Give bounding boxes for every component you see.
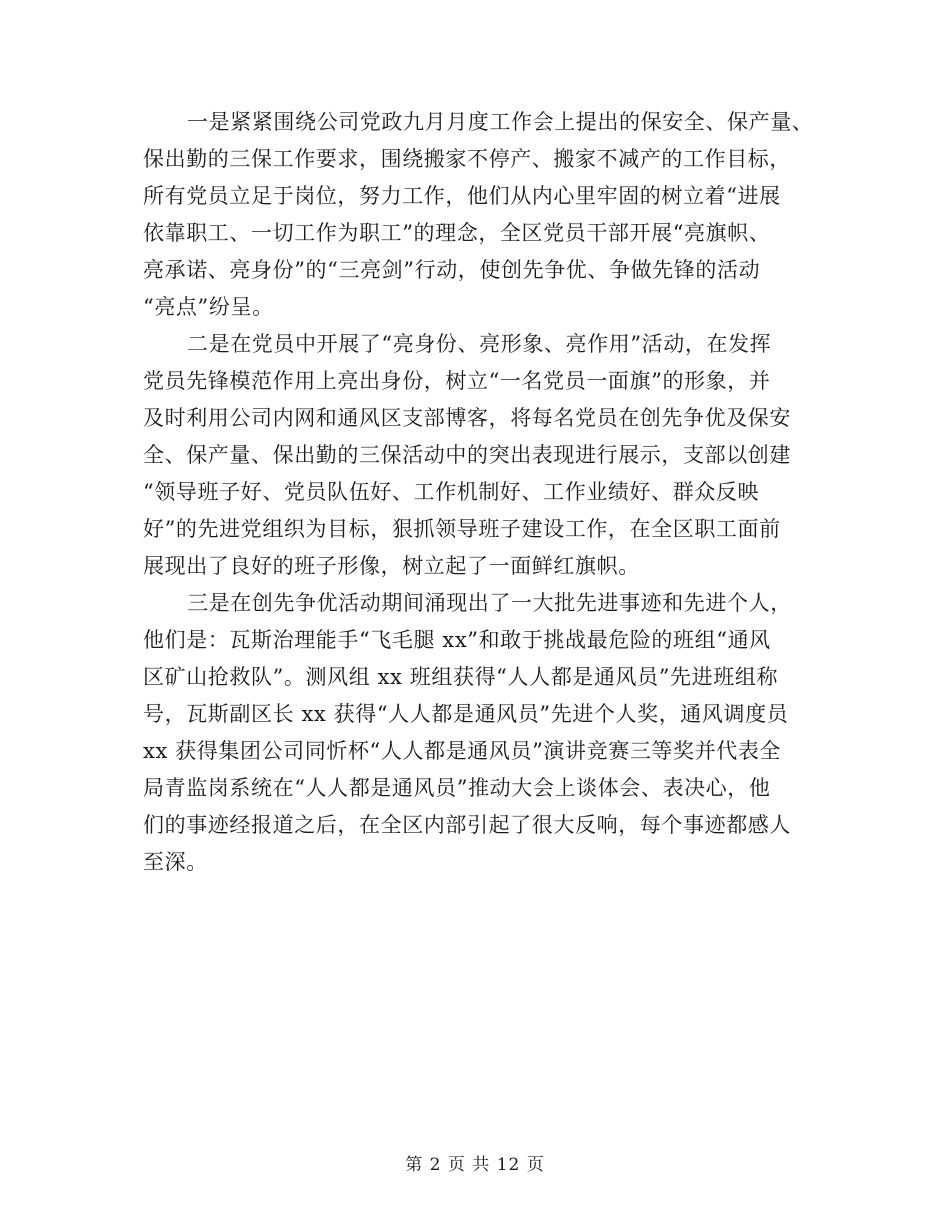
text-line: 及时利用公司内网和通风区支部博客，将每名党员在创先争优及保安 [143,406,791,430]
text-line: 至深。 [143,850,208,874]
text-line: 三是在创先争优活动期间涌现出了一大批先进事迹和先进个人， [187,591,792,615]
paragraph-2 [143,326,808,585]
page-footer [0,1153,950,1177]
text-line: 展现出了良好的班子形像，树立起了一面鲜红旗帜。 [143,554,640,578]
page-number-label: 第 2 页 共 12 页 [405,1155,545,1175]
text-line: 二是在党员中开展了“亮身份、亮形象、亮作用”活动，在发挥 [187,332,772,356]
text-line: 党员先锋模范作用上亮出身份，树立“一名党员一面旗”的形象，并 [143,369,771,393]
text-line: 所有党员立足于岗位，努力工作，他们从内心里牢固的树立着“进展 [143,184,781,208]
text-line: “领导班子好、党员队伍好、工作机制好、工作业绩好、群众反映 [143,480,760,504]
text-line: 依靠职工、一切工作为职工”的理念，全区党员干部开展“亮旗帜、 [143,221,771,245]
document-body [143,104,814,881]
text-line: 保出勤的三保工作要求，围绕搬家不停产、搬家不减产的工作目标， [143,147,791,171]
text-line: “亮点”纷呈。 [143,295,274,319]
text-line: 号，瓦斯副区长 xx 获得“人人都是通风员”先进个人奖，通风调度员 [143,702,789,726]
paragraph-1 [143,104,814,326]
text-line: 们的事迹经报道之后，在全区内部引起了很大反响，每个事迹都感人 [143,813,791,837]
text-line: 全、保产量、保出勤的三保活动中的突出表现进行展示，支部以创建 [143,443,791,467]
text-line: 一是紧紧围绕公司党政九月月度工作会上提出的保安全、保产量、 [187,110,814,134]
text-line: 他们是：瓦斯治理能手“飞毛腿 xx”和敢于挑战最危险的班组“通风 [143,628,771,652]
text-line: 区矿山抢救队”。测风组 xx 班组获得“人人都是通风员”先进班组称 [143,665,779,689]
paragraph-3 [143,585,808,881]
text-line: 局青监岗系统在“人人都是通风员”推动大会上谈体会、表决心，他 [143,776,771,800]
text-line: 好”的先进党组织为目标，狠抓领导班子建设工作，在全区职工面前 [143,517,781,541]
text-line: 亮承诺、亮身份”的“三亮剑”行动，使创先争优、争做先锋的活动 [143,258,761,282]
text-line: xx 获得集团公司同忻杯“人人都是通风员”演讲竞赛三等奖并代表全 [143,739,782,763]
